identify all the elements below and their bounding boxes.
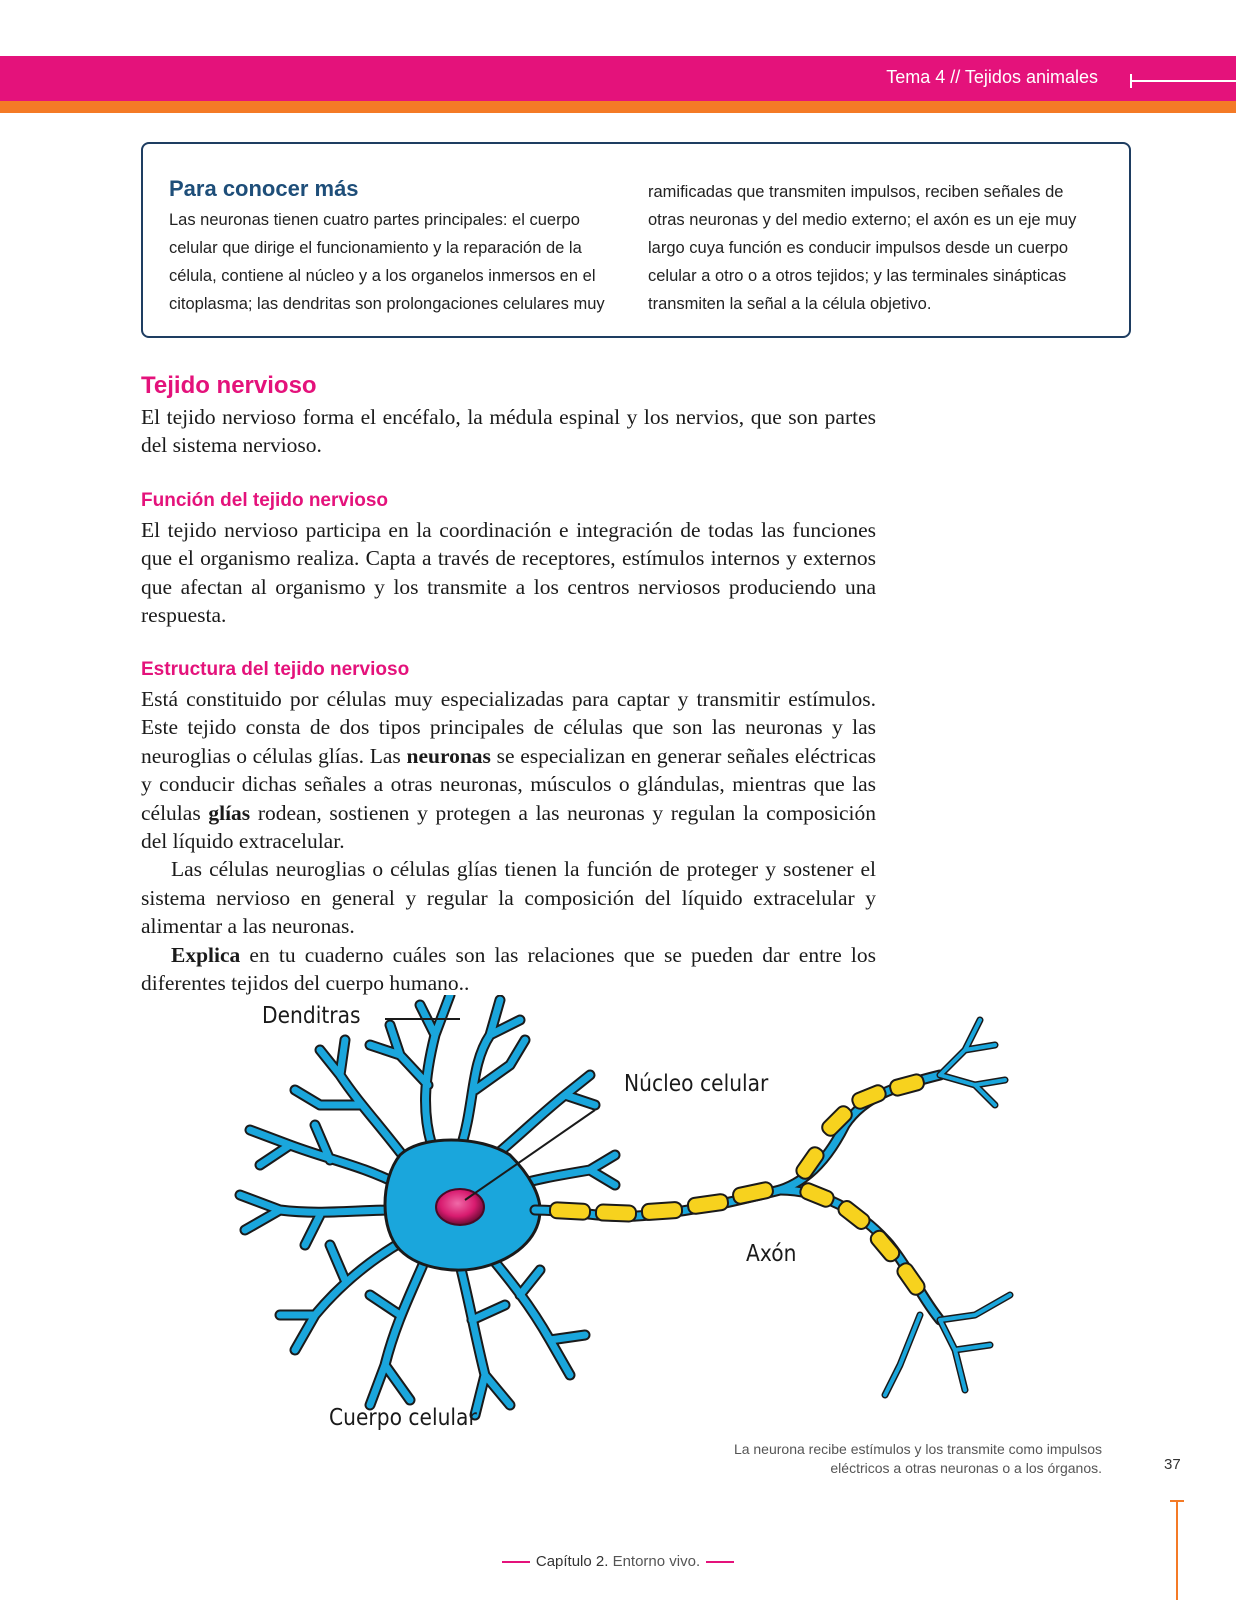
header-rule — [1130, 80, 1236, 82]
footer-rule-left — [502, 1561, 530, 1563]
footer-chapter: Capítulo 2. — [535, 1553, 609, 1570]
text-run: Está constituido por células muy especializadas para captar y transmitir estímulos. Este tejido consta de dos tipos principales de células que son las neuronas y las neuroglias o células glías. Las — [141, 687, 876, 768]
function-title: Función del tejido nervioso — [141, 490, 389, 511]
text-run: rodean, sostienen y protegen a las neuronas y regulan la composición del líquido extracelular. — [141, 800, 876, 854]
page-number: 37 — [1164, 1456, 1181, 1473]
header-stripe — [0, 101, 1236, 113]
footer-subtitle: Entorno vivo. — [612, 1553, 701, 1570]
side-rule — [1176, 1500, 1178, 1600]
figure-caption: La neurona recibe estímulos y los transmite como impulsos eléctricos a otras neuronas o a los órganos. — [733, 1441, 1102, 1476]
neuron-illustration — [220, 995, 1050, 1445]
footer — [0, 1553, 1236, 1570]
info-box-column-2: ramificadas que transmiten impulsos, reciben señales de otras neuronas y del medio externo; el axón es un eje muy largo cuya función es conducir impulsos desde un cuerpo celular a otro o a otros tejidos; y las terminales sinápticas transmiten la señal a la célula objetivo. — [648, 183, 1077, 313]
structure-paragraph-1 — [141, 685, 876, 855]
section-title: Tejido nervioso — [141, 372, 317, 399]
text-run: se especializan en generar señales eléctricas y conducir dichas señales a otras neuronas, músculos o glándulas, mientras que las células — [141, 743, 876, 825]
neuron-figure — [220, 995, 1050, 1445]
info-box-column-1: Las neuronas tienen cuatro partes principales: el cuerpo celular que dirige el funcionamiento y la reparación de la célula, contiene al núcleo y a los organelos inmersos en el citoplasma; las dendritas son prolongaciones celulares muy — [169, 211, 605, 313]
footer-rule-right — [706, 1561, 734, 1563]
label-dendrites: Denditras — [262, 1003, 361, 1029]
structure-paragraph-2: Las células neuroglias o células glías tienen la función de proteger y sostener el sistema nervioso en general y regular la composición del líquido extracelular y alimentar a las neuronas. — [141, 857, 876, 939]
header-rule-tick — [1130, 74, 1132, 88]
label-axon: Axón — [746, 1241, 797, 1267]
structure-text — [141, 685, 876, 997]
bold-term-glias: glías — [208, 800, 251, 825]
structure-paragraph-3 — [141, 941, 876, 998]
bold-term-neuronas: neuronas — [406, 743, 491, 768]
info-box-title: Para conocer más — [169, 176, 359, 201]
axon-terminals — [885, 1020, 1010, 1395]
cell-nucleus — [436, 1189, 484, 1225]
text-run: en tu cuaderno cuáles son las relaciones que se pueden dar entre los diferentes tejidos del cuerpo humano.. — [141, 942, 876, 996]
function-text: El tejido nervioso participa en la coordinación e integración de todas las funciones que el organismo realiza. Capta a través de receptores, estímulos internos y externos que afectan al organismo y los transmite a los centros nerviosos produciendo una respuesta. — [141, 518, 876, 628]
bold-term-explica: Explica — [171, 942, 241, 967]
section-intro: El tejido nervioso forma el encéfalo, la médula espinal y los nervios, que son partes del sistema nervioso. — [141, 405, 876, 458]
structure-title: Estructura del tejido nervioso — [141, 659, 410, 680]
header-title: Tema 4 // Tejidos animales — [886, 67, 1098, 87]
label-cell-body: Cuerpo celular — [329, 1405, 477, 1431]
label-nucleus: Núcleo celular — [624, 1071, 769, 1097]
